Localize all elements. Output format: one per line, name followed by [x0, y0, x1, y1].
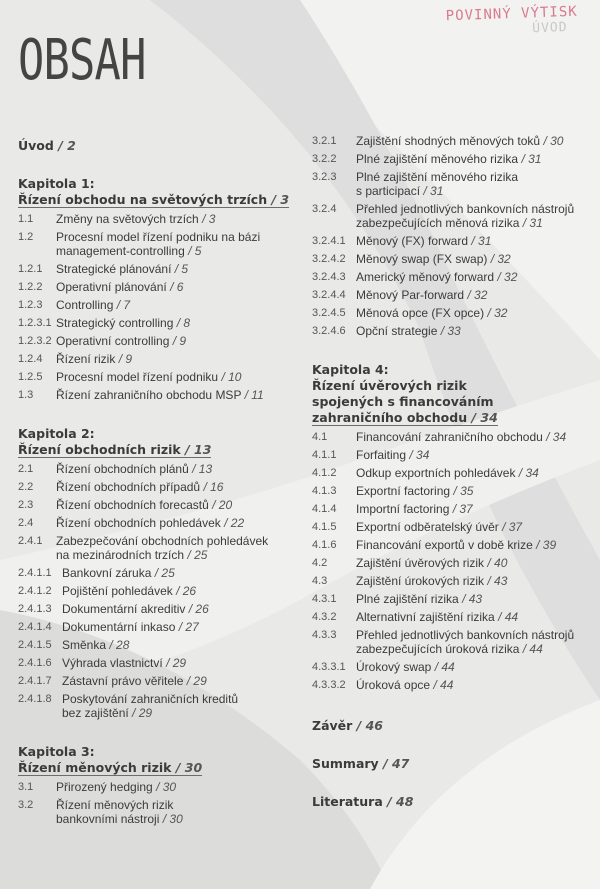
toc-entry-3-2-1[interactable]: 3.2.1 Zajištění shodných měnových toků / 30: [312, 134, 564, 148]
chapter-3-items-right: [312, 134, 594, 338]
chapter-3-title: Řízení měnových rizik / 30: [18, 760, 203, 775]
toc-entry-1-2-4[interactable]: 1.2.4 Řízení rizik / 9: [18, 352, 133, 366]
chapter-4-title-line-3: zahraničního obchodu / 34: [312, 410, 498, 425]
chapter-4-items: [312, 430, 594, 692]
toc-summary-label: Summary: [312, 756, 379, 771]
chapter-1-label: Kapitola 1:: [18, 176, 95, 191]
toc-entry-2-4[interactable]: 2.4 Řízení obchodních pohledávek / 22: [18, 516, 245, 530]
legal-deposit-stamp: [445, 4, 578, 41]
toc-entry-4-1-5[interactable]: 4.1.5 Exportní odběratelský úvěr / 37: [312, 520, 523, 534]
chapter-2-heading[interactable]: [18, 426, 298, 458]
toc-entry-2-4-1-2[interactable]: 2.4.1.2 Pojištění pohledávek / 26: [18, 584, 197, 598]
toc-left-column: [18, 138, 298, 830]
toc-summary[interactable]: [312, 756, 594, 772]
toc-literature-page: / 48: [387, 794, 414, 809]
chapter-3-label: Kapitola 3:: [18, 744, 95, 759]
stamp-text: POVINNÝ VÝTISK: [445, 3, 578, 25]
toc-intro-label: Úvod: [18, 138, 54, 153]
toc-entry-1-2[interactable]: 1.2 Procesní model řízení podniku na bázi management-controlling / 5: [18, 230, 261, 258]
chapter-3-heading[interactable]: [18, 744, 298, 776]
toc-entry-1-2-5[interactable]: 1.2.5 Procesní model řízení podniku / 10: [18, 370, 242, 384]
toc-conclusion-page: / 46: [356, 718, 383, 733]
toc-entry-1-2-3-1[interactable]: 1.2.3.1 Strategický controlling / 8: [18, 316, 191, 330]
toc-entry-3-2-4-5[interactable]: 3.2.4.5 Měnová opce (FX opce) / 32: [312, 306, 508, 320]
stamp-subtext: ÚVOD: [531, 20, 568, 37]
toc-entry-1-2-1[interactable]: 1.2.1 Strategické plánování / 5: [18, 262, 189, 276]
toc-entry-4-1-4[interactable]: 4.1.4 Importní factoring / 37: [312, 502, 473, 516]
chapter-1-items: [18, 212, 298, 402]
toc-entry-4-1-2[interactable]: 4.1.2 Odkup exportních pohledávek / 34: [312, 466, 539, 480]
toc-entry-2-2[interactable]: 2.2 Řízení obchodních případů / 16: [18, 480, 224, 494]
toc-entry-2-1[interactable]: 2.1 Řízení obchodních plánů / 13: [18, 462, 213, 476]
toc-entry-1-2-3-2[interactable]: 1.2.3.2 Operativní controlling / 9: [18, 334, 187, 348]
toc-entry-4-3-3-2[interactable]: 4.3.3.2 Úroková opce / 44: [312, 678, 454, 692]
toc-entry-2-4-1-5[interactable]: 2.4.1.5 Směnka / 28: [18, 638, 130, 652]
toc-entry-2-4-1[interactable]: 2.4.1 Zabezpečování obchodních pohledávek na mezinárodních trzích / 25: [18, 534, 269, 562]
toc-entry-1-1[interactable]: 1.1 Změny na světových trzích / 3: [18, 212, 216, 226]
chapter-4-title-line-1: Řízení úvěrových rizik: [312, 378, 467, 393]
toc-entry-4-3-3[interactable]: 4.3.3 Přehled jednotlivých bankovních nástrojů zabezpečujících úroková rizika / 44: [312, 628, 575, 656]
toc-entry-4-2[interactable]: 4.2 Zajištění úvěrových rizik / 40: [312, 556, 508, 570]
toc-right-column: [312, 134, 594, 810]
toc-entry-1-2-2[interactable]: 1.2.2 Operativní plánování / 6: [18, 280, 184, 294]
chapter-2-items: [18, 462, 298, 720]
toc-intro[interactable]: [18, 138, 298, 154]
toc-entry-4-1-1[interactable]: 4.1.1 Forfaiting / 34: [312, 448, 430, 462]
toc-intro-page: / 2: [58, 138, 76, 153]
toc-entry-3-2-2[interactable]: 3.2.2 Plné zajištění měnového rizika / 31: [312, 152, 542, 166]
toc-entry-4-3-3-1[interactable]: 4.3.3.1 Úrokový swap / 44: [312, 660, 455, 674]
toc-entry-3-2-4-1[interactable]: 3.2.4.1 Měnový (FX) forward / 31: [312, 234, 492, 248]
toc-entry-2-3[interactable]: 2.3 Řízení obchodních forecastů / 20: [18, 498, 233, 512]
toc-conclusion-label: Závěr: [312, 718, 353, 733]
toc-literature[interactable]: [312, 794, 594, 810]
toc-entry-2-4-1-6[interactable]: 2.4.1.6 Výhrada vlastnictví / 29: [18, 656, 187, 670]
toc-literature-label: Literatura: [312, 794, 383, 809]
toc-entry-3-2-4[interactable]: 3.2.4 Přehled jednotlivých bankovních nástrojů zabezpečujících měnová rizika / 31: [312, 202, 575, 230]
toc-entry-4-3[interactable]: 4.3 Zajištění úrokových rizik / 43: [312, 574, 508, 588]
chapter-4-label: Kapitola 4:: [312, 362, 389, 377]
toc-entry-4-1-6[interactable]: 4.1.6 Financování exportů v době krize / 39: [312, 538, 557, 552]
chapter-1-heading[interactable]: [18, 176, 298, 208]
toc-entry-2-4-1-8[interactable]: 2.4.1.8 Poskytování zahraničních kreditů bez zajištění / 29: [18, 692, 239, 720]
chapter-1-title: Řízení obchodu na světových trzích / 3: [18, 192, 290, 207]
toc-entry-2-4-1-1[interactable]: 2.4.1.1 Bankovní záruka / 25: [18, 566, 175, 580]
chapter-2-label: Kapitola 2:: [18, 426, 95, 441]
toc-entry-4-3-1[interactable]: 4.3.1 Plné zajištění rizika / 43: [312, 592, 483, 606]
chapter-4-heading[interactable]: [312, 362, 594, 426]
toc-entry-3-2-4-3[interactable]: 3.2.4.3 Americký měnový forward / 32: [312, 270, 518, 284]
toc-summary-page: / 47: [383, 756, 410, 771]
toc-entry-3-2-3[interactable]: 3.2.3 Plné zajištění měnového rizika s participací / 31: [312, 170, 519, 198]
chapter-2-title: Řízení obchodních rizik / 13: [18, 442, 212, 457]
toc-entry-3-2-4-4[interactable]: 3.2.4.4 Měnový Par-forward / 32: [312, 288, 488, 302]
toc-entry-3-2[interactable]: 3.2 Řízení měnových rizik bankovními nástroji / 30: [18, 798, 183, 826]
toc-entry-1-2-3[interactable]: 1.2.3 Controlling / 7: [18, 298, 131, 312]
toc-entry-2-4-1-7[interactable]: 2.4.1.7 Zástavní právo věřitele / 29: [18, 674, 207, 688]
toc-entry-1-3[interactable]: 1.3 Řízení zahraničního obchodu MSP / 11: [18, 388, 264, 402]
toc-entry-3-2-4-2[interactable]: 3.2.4.2 Měnový swap (FX swap) / 32: [312, 252, 511, 266]
toc-entry-3-2-4-6[interactable]: 3.2.4.6 Opční strategie / 33: [312, 324, 461, 338]
toc-entry-4-1[interactable]: 4.1 Financování zahraničního obchodu / 34: [312, 430, 567, 444]
toc-entry-2-4-1-3[interactable]: 2.4.1.3 Dokumentární akreditiv / 26: [18, 602, 209, 616]
chapter-3-items-left: [18, 780, 298, 826]
toc-entry-2-4-1-4[interactable]: 2.4.1.4 Dokumentární inkaso / 27: [18, 620, 199, 634]
toc-entry-4-1-3[interactable]: 4.1.3 Exportní factoring / 35: [312, 484, 474, 498]
page-title: OBSAH: [18, 28, 146, 93]
toc-conclusion[interactable]: [312, 718, 594, 734]
toc-entry-3-1[interactable]: 3.1 Přirozený hedging / 30: [18, 780, 177, 794]
toc-entry-4-3-2[interactable]: 4.3.2 Alternativní zajištění rizika / 44: [312, 610, 519, 624]
chapter-4-title-line-2: spojených s financováním: [312, 394, 494, 409]
